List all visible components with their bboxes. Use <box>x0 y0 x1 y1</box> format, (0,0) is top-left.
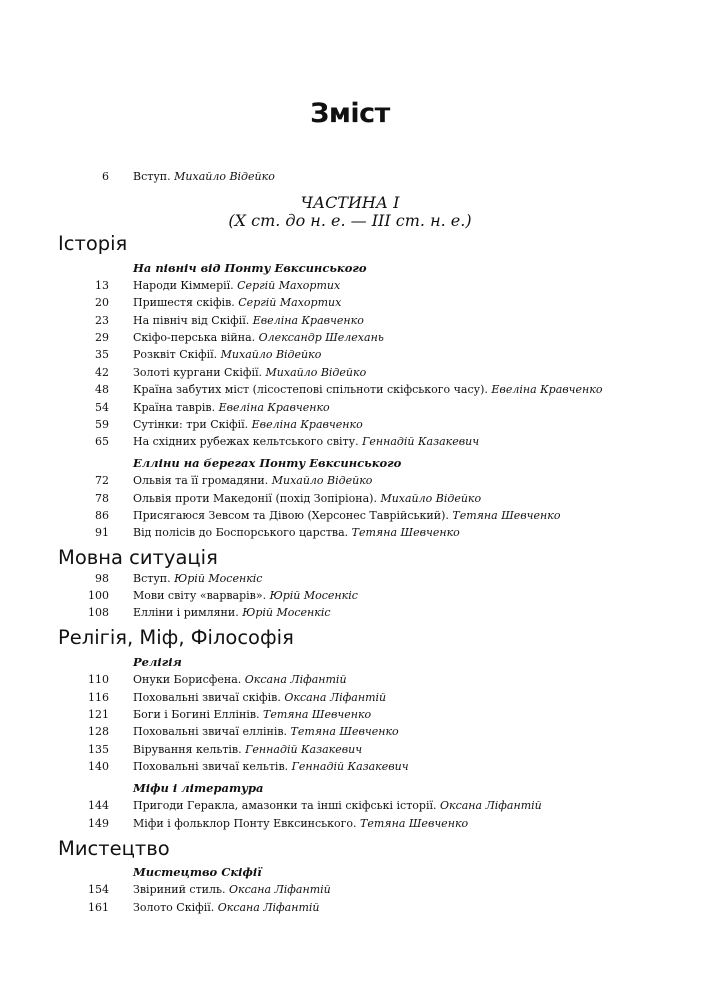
entry-author: Евеліна Кравченко <box>252 314 364 327</box>
subsection-heading: Міфи і література <box>133 781 264 795</box>
toc-entry[interactable] <box>0 329 709 346</box>
entry-author: Михайло Відейко <box>380 492 482 505</box>
toc-entry[interactable] <box>0 346 709 363</box>
entry-page-number: 13 <box>95 279 109 292</box>
entry-title: Поховальні звичаї скіфів. Оксана Ліфантій <box>133 691 387 704</box>
entry-title: Сутінки: три Скіфії. Евеліна Кравченко <box>133 418 363 431</box>
entry-title: Пригоди Геракла, амазонки та інші скіфські історії. Оксана Ліфантій <box>133 799 542 812</box>
toc-entry[interactable] <box>0 706 709 723</box>
entry-title: Вірування кельтів. Геннадій Казакевич <box>133 743 363 756</box>
entry-title: Мови світу «варварів». Юрій Мосенкіс <box>133 589 358 602</box>
entry-title: На північ від Скіфії. Евеліна Кравченко <box>133 314 364 327</box>
entry-page-number: 140 <box>88 760 109 773</box>
entry-author: Оксана Ліфантій <box>217 901 320 914</box>
entry-title: Від полісів до Боспорського царства. Тетяна Шевченко <box>133 526 460 539</box>
toc-entry[interactable] <box>0 472 709 489</box>
entry-author: Юрій Мосенкіс <box>174 572 263 585</box>
entry-page-number: 108 <box>88 606 109 619</box>
entry-author: Тетяна Шевченко <box>290 725 399 738</box>
entry-author: Геннадій Казакевич <box>245 743 363 756</box>
entry-page-number: 121 <box>88 708 109 721</box>
entry-page-number: 20 <box>95 296 109 309</box>
toc-entry[interactable] <box>0 758 709 775</box>
toc-entry[interactable] <box>0 604 709 621</box>
section-heading-art: Мистецтво <box>58 837 170 860</box>
entry-title: Золоті кургани Скіфії. Михайло Відейко <box>133 366 367 379</box>
entry-author: Оксана Ліфантій <box>284 691 387 704</box>
entry-author: Тетяна Шевченко <box>360 817 469 830</box>
entry-title: Скіфо-перська війна. Олександр Шелехань <box>133 331 384 344</box>
entry-title: Онуки Борисфена. Оксана Ліфантій <box>133 673 347 686</box>
entry-author: Сергій Махортих <box>237 279 341 292</box>
toc-entry[interactable] <box>0 899 709 916</box>
part-period: (Х ст. до н. е. — ІІІ ст. н. е.) <box>228 211 472 230</box>
toc-entry[interactable] <box>0 689 709 706</box>
entry-page-number: 86 <box>95 509 109 522</box>
toc-entry[interactable] <box>0 671 709 688</box>
entry-author: Тетяна Шевченко <box>263 708 372 721</box>
section-heading-history: Історія <box>58 232 128 255</box>
entry-title: Ольвія та її громадяни. Михайло Відейко <box>133 474 373 487</box>
toc-entry[interactable] <box>0 797 709 814</box>
entry-title: Золото Скіфії. Оксана Ліфантій <box>133 901 320 914</box>
entry-title: На східних рубежах кельтського світу. Геннадій Казакевич <box>133 435 480 448</box>
entry-author: Тетяна Шевченко <box>452 509 561 522</box>
entry-page-number: 128 <box>88 725 109 738</box>
entry-title: Країна таврів. Евеліна Кравченко <box>133 401 330 414</box>
toc-entry[interactable] <box>0 587 709 604</box>
entry-page-number: 42 <box>95 366 109 379</box>
toc-entry-intro[interactable] <box>0 168 709 185</box>
entry-page-number: 161 <box>88 901 109 914</box>
entry-title: Розквіт Скіфії. Михайло Відейко <box>133 348 322 361</box>
entry-page-number: 65 <box>95 435 109 448</box>
entry-page-number: 23 <box>95 314 109 327</box>
entry-page-number: 149 <box>88 817 109 830</box>
entry-author: Евеліна Кравченко <box>218 401 330 414</box>
page-title: Зміст <box>310 98 390 129</box>
entry-title: Вступ. Михайло Відейко <box>133 170 275 183</box>
entry-title: Елліни і римляни. Юрій Мосенкіс <box>133 606 331 619</box>
entry-page-number: 72 <box>95 474 109 487</box>
entry-title: Народи Кіммерії. Сергій Махортих <box>133 279 341 292</box>
entry-author: Сергій Махортих <box>238 296 342 309</box>
entry-author: Михайло Відейко <box>271 474 373 487</box>
entry-page-number: 98 <box>95 572 109 585</box>
toc-entry[interactable] <box>0 570 709 587</box>
entry-author: Олександр Шелехань <box>258 331 384 344</box>
entry-page-number: 35 <box>95 348 109 361</box>
entry-title: Міфи і фольклор Понту Евксинського. Тетяна Шевченко <box>133 817 469 830</box>
entry-title: Поховальні звичаї еллінів. Тетяна Шевченко <box>133 725 399 738</box>
entry-author: Геннадій Казакевич <box>291 760 409 773</box>
entry-page-number: 59 <box>95 418 109 431</box>
entry-page-number: 154 <box>88 883 109 896</box>
entry-page-number: 54 <box>95 401 109 414</box>
entry-title: Присягаюся Зевсом та Дівою (Херсонес Таврійський). Тетяна Шевченко <box>133 509 561 522</box>
toc-entry[interactable] <box>0 524 709 541</box>
entry-author: Геннадій Казакевич <box>362 435 480 448</box>
entry-title: Звіриний стиль. Оксана Ліфантій <box>133 883 331 896</box>
part-number: ЧАСТИНА І <box>300 193 400 212</box>
entry-page-number: 91 <box>95 526 109 539</box>
entry-author: Оксана Ліфантій <box>228 883 331 896</box>
entry-page-number: 144 <box>88 799 109 812</box>
toc-entry[interactable] <box>0 294 709 311</box>
entry-title: Поховальні звичаї кельтів. Геннадій Казакевич <box>133 760 409 773</box>
section-heading-religion: Релігія, Міф, Філософія <box>58 626 294 649</box>
entry-page-number: 100 <box>88 589 109 602</box>
entry-page-number: 48 <box>95 383 109 396</box>
toc-entry[interactable] <box>0 507 709 524</box>
entry-page-number: 135 <box>88 743 109 756</box>
toc-entry[interactable] <box>0 277 709 294</box>
entry-title: Ольвія проти Македонії (похід Зопіріона). Михайло Відейко <box>133 492 482 505</box>
entry-title: Вступ. Юрій Мосенкіс <box>133 572 263 585</box>
toc-entry[interactable] <box>0 364 709 381</box>
toc-entry[interactable] <box>0 381 709 398</box>
subsection-heading: Релігія <box>133 655 182 669</box>
toc-entry[interactable] <box>0 723 709 740</box>
toc-entry[interactable] <box>0 312 709 329</box>
toc-entry[interactable] <box>0 399 709 416</box>
toc-entry[interactable] <box>0 881 709 898</box>
entry-page-number: 29 <box>95 331 109 344</box>
entry-page-number: 110 <box>88 673 109 686</box>
entry-author: Оксана Ліфантій <box>439 799 542 812</box>
entry-author: Юрій Мосенкіс <box>242 606 331 619</box>
entry-page-number: 6 <box>102 170 109 183</box>
section-heading-language: Мовна ситуація <box>58 546 218 569</box>
entry-title: Пришестя скіфів. Сергій Махортих <box>133 296 342 309</box>
entry-author: Оксана Ліфантій <box>244 673 347 686</box>
entry-title: Країна забутих міст (лісостепові спільноти скіфського часу). Евеліна Кравченко <box>133 383 603 396</box>
toc-entry[interactable] <box>0 416 709 433</box>
entry-author: Михайло Відейко <box>174 170 275 183</box>
entry-author: Михайло Відейко <box>265 366 367 379</box>
entry-page-number: 116 <box>88 691 109 704</box>
entry-page-number: 78 <box>95 492 109 505</box>
entry-author: Тетяна Шевченко <box>351 526 460 539</box>
toc-entry[interactable] <box>0 815 709 832</box>
part-heading <box>0 194 700 230</box>
subsection-heading: Елліни на берегах Понту Евксинського <box>133 456 402 470</box>
entry-title: Боги і Богині Еллінів. Тетяна Шевченко <box>133 708 372 721</box>
toc-entry[interactable] <box>0 433 709 450</box>
entry-author: Юрій Мосенкіс <box>269 589 358 602</box>
entry-author: Евеліна Кравченко <box>491 383 603 396</box>
subsection-heading: На північ від Понту Евксинського <box>133 261 367 275</box>
toc-entry[interactable] <box>0 490 709 507</box>
toc-entry[interactable] <box>0 741 709 758</box>
entry-author: Михайло Відейко <box>220 348 322 361</box>
entry-author: Евеліна Кравченко <box>251 418 363 431</box>
subsection-heading: Мистецтво Скіфії <box>133 865 262 879</box>
